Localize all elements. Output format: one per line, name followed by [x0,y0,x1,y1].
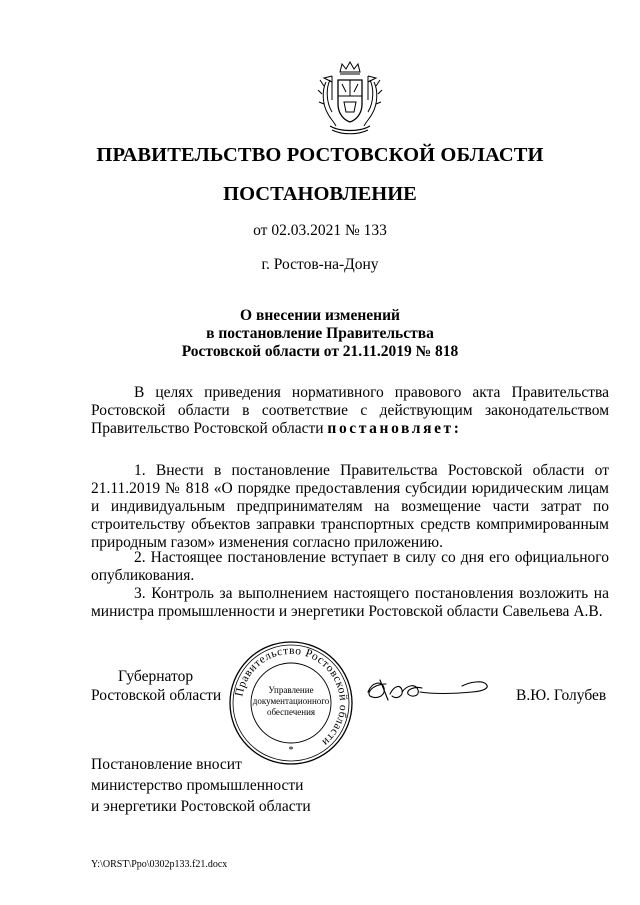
subject-line: О внесении изменений [240,307,400,324]
resolution-keyword: постановляет: [327,420,462,437]
intro-paragraph [91,384,609,438]
signatory-region: Ростовской области [91,687,222,704]
signatory-name: В.Ю. Голубев [516,687,607,704]
seal-inner-line: Управление [268,685,314,695]
signatory-title: Губернатор [118,668,194,685]
submitter-line: министерство промышленности [91,777,304,794]
seal-inner-line: обеспечения [266,707,316,717]
official-seal-stamp [228,640,354,766]
intro-text: В целях приведения нормативного правового акта Правительства Ростовской области в соответствие с действующим законодательством Правительство Ростовской области [91,384,609,437]
document-type-title: ПОСТАНОВЛЕНИЕ [223,183,417,205]
decree-item-3: 3. Контроль за выполнением настоящего постановления возложить на министра промышленности и энергетики Ростовской области Савельева А.В. [91,585,609,620]
subject-line: в постановление Правительства [206,325,434,342]
document-subject [0,307,640,361]
coat-of-arms-icon [316,60,384,136]
handwritten-signature [362,670,492,710]
submitter-note [91,754,311,817]
decree-item-1: 1. Внести в постановление Правительства Ростовской области от 21.11.2019 № 818 «О порядке предоставления субсидии юридическим лицам и индивидуальным предпринимателям на возмещение части затрат по строительству объектов заправки транспортных средств компримированным природным газом» изменения согласно приложению. [91,462,609,551]
subject-line: Ростовской области от 21.11.2019 № 818 [181,343,459,360]
decree-item-2: 2. Настоящее постановление вступает в силу со дня его официального опубликования. [91,549,609,584]
seal-outer-text: Правительство Ростовской области [233,644,350,749]
file-path: Y:\ORST\Ppo\0302p133.f21.docx [91,859,228,870]
submitter-line: Постановление вносит [91,756,242,773]
government-title: ПРАВИТЕЛЬСТВО РОСТОВСКОЙ ОБЛАСТИ [96,144,544,166]
document-city: г. Ростов-на-Дону [261,256,379,273]
submitter-line: и энергетики Ростовской области [91,798,311,815]
seal-inner-line: документационного [252,696,330,706]
document-date-number: от 02.03.2021 № 133 [253,222,387,239]
seal-star-icon: * [288,745,294,756]
